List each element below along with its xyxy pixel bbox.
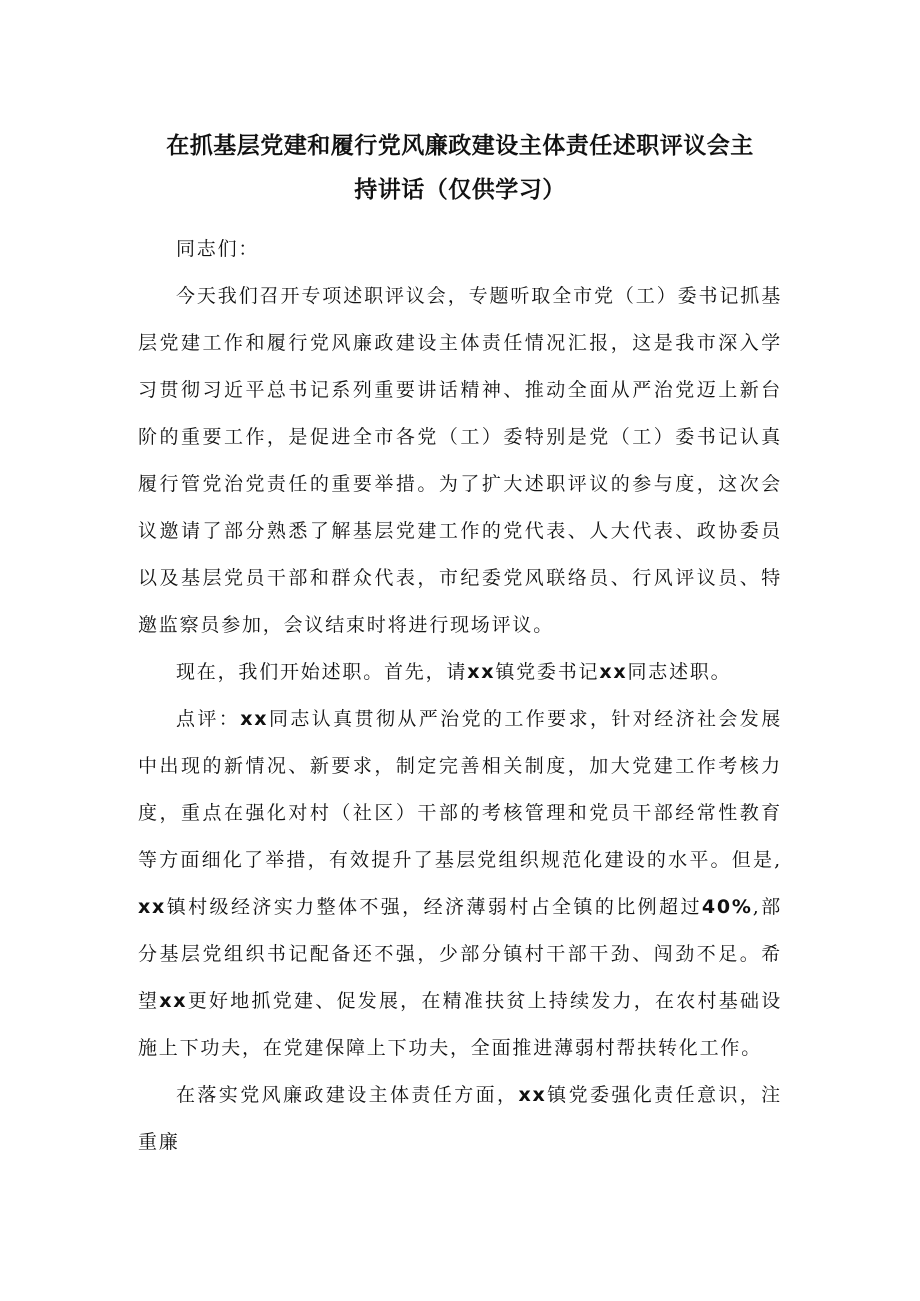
placeholder-xx: xx <box>159 990 188 1012</box>
text-span: ,部分基层党组织书记配备还不强，少部分镇村干部干劲、闯劲不足。希望 <box>138 896 782 1012</box>
text-span: 同志述职。 <box>627 661 732 683</box>
text-span: 镇党委强化责任意识，注重廉 <box>138 1084 782 1153</box>
percentage-value: 40% <box>701 896 753 918</box>
placeholder-xx: xx <box>138 896 167 918</box>
paragraph-comment <box>138 696 782 1072</box>
document-body <box>138 226 782 1166</box>
text-span: 镇党委书记 <box>495 661 600 683</box>
title-line-1: 在抓基层党建和履行党风廉政建设主体责任述职评议会主 <box>166 133 754 159</box>
paragraph-start-reporting <box>138 649 782 696</box>
placeholder-xx: xx <box>599 661 628 683</box>
comment-label: 点评： <box>176 708 241 730</box>
paragraph-integrity <box>138 1072 782 1166</box>
placeholder-xx: xx <box>467 661 496 683</box>
text-span: 同志认真贯彻从严治党的工作要求，针对经济社会发展中出现的新情况、新要求，制定完善相关制度，加大党建工作考核力度，重点在强化对村（社区）干部的考核管理和党员干部经常性教育等方面细化了举措，有效提升了基层党组织规范化建设的水平。但是, <box>138 708 783 871</box>
text-span: 现在，我们开始述职。首先，请 <box>176 661 468 683</box>
text-span: 更好地抓党建、促发展，在精准扶贫上持续发力，在农村基础设施上下功夫，在党建保障上下功夫，全面推进薄弱村帮扶转化工作。 <box>138 990 782 1059</box>
salutation: 同志们： <box>176 238 260 260</box>
placeholder-xx: xx <box>518 1084 547 1106</box>
paragraph-opening: 今天我们召开专项述职评议会，专题听取全市党（工）委书记抓基层党建工作和履行党风廉政建设主体责任情况汇报，这是我市深入学习贯彻习近平总书记系列重要讲话精神、推动全面从严治党迈上新台阶的重要工作，是促进全市各党（工）委特别是党（工）委书记认真履行管党治党责任的重要举措。为了扩大述职评议的参与度，这次会议邀请了部分熟悉了解基层党建工作的党代表、人大代表、政协委员以及基层党员干部和群众代表，市纪委党风联络员、行风评议员、特邀监察员参加，会议结束时将进行现场评议。 <box>138 285 782 636</box>
placeholder-xx: xx <box>240 708 269 730</box>
title-line-2: 持讲话（仅供学习） <box>354 177 566 203</box>
text-span: 在落实党风廉政建设主体责任方面， <box>176 1084 519 1106</box>
text-span: 镇村级经济实力整体不强，经济薄弱村占全镇的比例超过 <box>166 896 702 918</box>
document-title <box>138 124 782 212</box>
